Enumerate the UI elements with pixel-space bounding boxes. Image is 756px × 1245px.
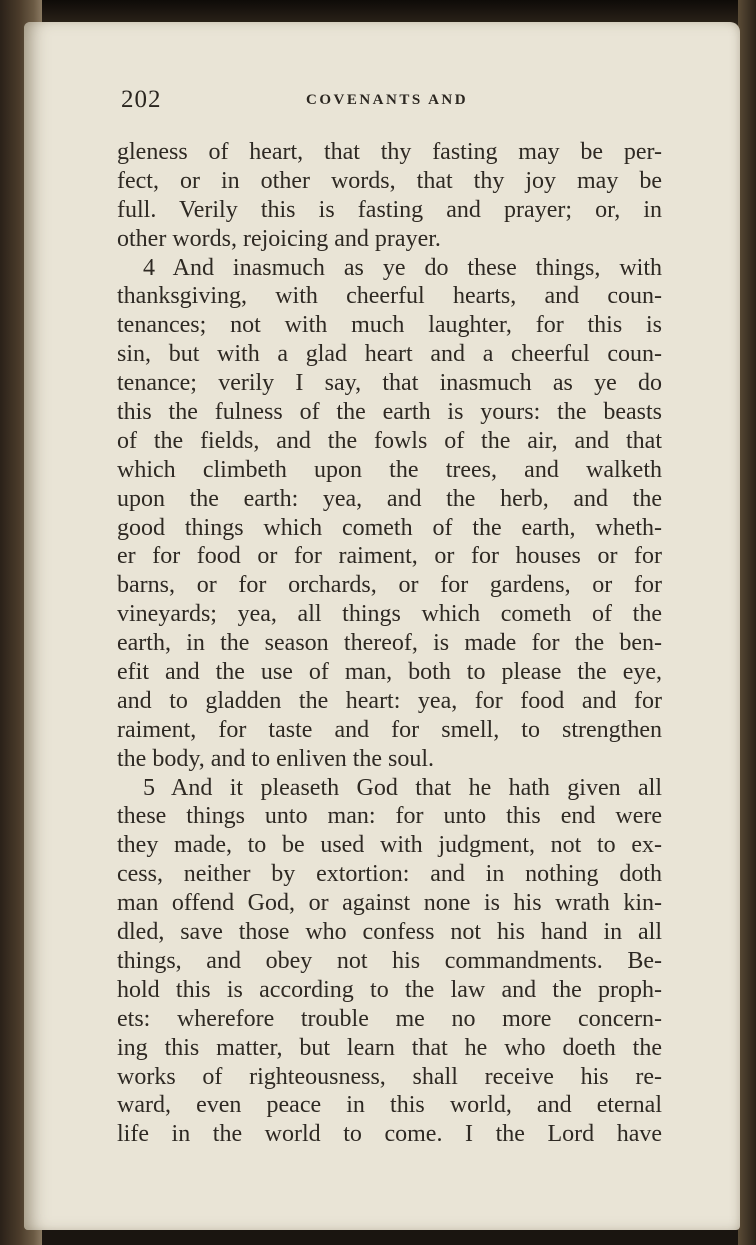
book-right-edge <box>738 0 756 1245</box>
verse-5-start: 5 And it pleaseth God that he hath given all <box>143 774 662 801</box>
text-line: vineyards; yea, all things which cometh of the <box>117 601 662 628</box>
verse-4-start: 4 And inasmuch as ye do these things, with <box>143 254 662 281</box>
text-line: er for food or for raiment, or for houses or for <box>117 543 662 570</box>
text-line: raiment, for taste and for smell, to strengthen <box>117 716 662 743</box>
text-line: they made, to be used with judgment, not to ex- <box>117 832 662 859</box>
body-text <box>117 138 662 1149</box>
text-line: works of righteousness, shall receive his re- <box>117 1063 662 1090</box>
text-line: ward, even peace in this world, and eternal <box>117 1092 662 1119</box>
running-head: COVENANTS AND <box>306 92 469 108</box>
text-line: other words, rejoicing and prayer. <box>117 225 441 252</box>
text-line: man offend God, or against none is his wrath kin- <box>117 890 662 917</box>
page-header <box>0 86 756 120</box>
text-line: these things unto man: for unto this end were <box>117 803 662 830</box>
text-line: things, and obey not his commandments. Be- <box>117 947 662 974</box>
text-line: ing this matter, but learn that he who doeth the <box>117 1034 662 1061</box>
text-line: which climbeth upon the trees, and walketh <box>117 456 662 483</box>
text-line: tenances; not with much laughter, for this is <box>117 312 662 339</box>
text-line: life in the world to come. I the Lord have <box>117 1121 662 1148</box>
text-line: good things which cometh of the earth, wheth- <box>117 514 662 541</box>
text-line: upon the earth: yea, and the herb, and the <box>117 485 662 512</box>
text-line: fect, or in other words, that thy joy may be <box>117 167 662 194</box>
text-line: barns, or for orchards, or for gardens, or for <box>117 572 662 599</box>
text-line: of the fields, and the fowls of the air, and that <box>117 427 662 454</box>
text-line: tenance; verily I say, that inasmuch as ye do <box>117 370 662 397</box>
text-line: and to gladden the heart: yea, for food and for <box>117 687 662 714</box>
text-line: full. Verily this is fasting and prayer; or, in <box>117 196 662 223</box>
text-line: the body, and to enliven the soul. <box>117 745 435 772</box>
text-line: earth, in the season thereof, is made for the ben- <box>117 630 662 657</box>
text-line: dled, save those who confess not his hand in all <box>117 919 662 946</box>
text-line: efit and the use of man, both to please the eye, <box>117 659 662 686</box>
text-line: this the fulness of the earth is yours: the beasts <box>117 399 662 426</box>
text-line: ets: wherefore trouble me no more concern- <box>117 1005 662 1032</box>
text-line: sin, but with a glad heart and a cheerful coun- <box>117 341 662 368</box>
text-line: hold this is according to the law and the proph- <box>117 976 662 1003</box>
text-line: cess, neither by extortion: and in nothing doth <box>117 861 662 888</box>
text-line: gleness of heart, that thy fasting may be per- <box>117 139 662 165</box>
page-number: 202 <box>121 86 162 113</box>
text-line: thanksgiving, with cheerful hearts, and coun- <box>117 283 662 310</box>
